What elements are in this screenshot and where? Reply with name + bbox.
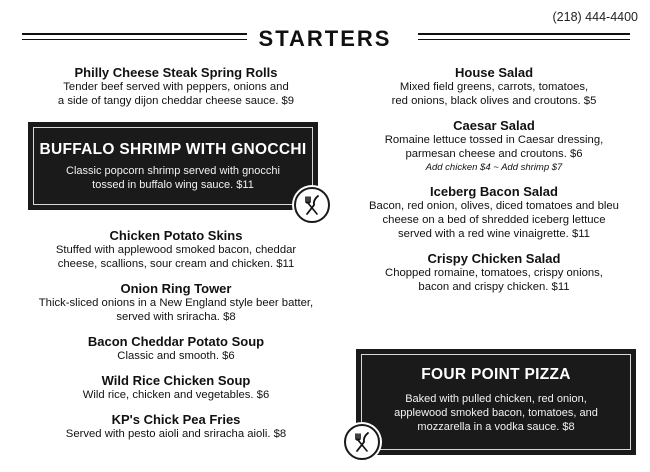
item-name: Iceberg Bacon Salad bbox=[430, 184, 558, 199]
menu-item bbox=[344, 118, 644, 174]
item-desc: Bacon, red onion, olives, diced tomatoes and bleu bbox=[369, 200, 619, 212]
feature-desc: Baked with pulled chicken, red onion, bbox=[405, 393, 587, 405]
menu-item bbox=[344, 184, 644, 241]
menu-item bbox=[26, 373, 326, 402]
item-name: Crispy Chicken Salad bbox=[427, 251, 561, 266]
item-desc: Tender beef served with peppers, onions and bbox=[63, 81, 289, 93]
item-name: House Salad bbox=[454, 65, 534, 80]
left-column-top bbox=[26, 65, 326, 118]
item-name: Bacon Cheddar Potato Soup bbox=[87, 334, 265, 349]
feature-desc: mozzarella in a vodka sauce. $8 bbox=[417, 421, 575, 433]
item-desc: cheese on a bed of shredded iceberg lettuce bbox=[382, 214, 606, 226]
section-title: STARTERS bbox=[258, 26, 392, 51]
item-name: Caesar Salad bbox=[453, 118, 535, 133]
fork-knife-icon bbox=[344, 424, 380, 460]
item-name: Chicken Potato Skins bbox=[109, 228, 243, 243]
left-column-bottom bbox=[26, 228, 326, 451]
menu-item bbox=[344, 251, 644, 294]
item-desc: Romaine lettuce tossed in Caesar dressing, bbox=[384, 134, 604, 146]
feature-four-point-pizza bbox=[356, 349, 636, 455]
fork-knife-icon bbox=[294, 187, 330, 223]
menu-item bbox=[26, 65, 326, 108]
phone-number: (218) 444-4400 bbox=[552, 10, 638, 24]
item-name: Philly Cheese Steak Spring Rolls bbox=[74, 65, 278, 80]
item-name: Wild Rice Chicken Soup bbox=[101, 373, 251, 388]
feature-buffalo-shrimp bbox=[28, 122, 318, 210]
menu-item bbox=[26, 228, 326, 271]
item-desc: Thick-sliced onions in a New England style beer batter, bbox=[38, 297, 314, 309]
menu-item bbox=[26, 281, 326, 324]
item-desc: served with sriracha. $8 bbox=[116, 311, 236, 323]
menu-item bbox=[344, 65, 644, 108]
item-desc: bacon and crispy chicken. $11 bbox=[418, 281, 570, 293]
menu-item bbox=[26, 334, 326, 363]
item-note: Add chicken $4 ~ Add shrimp $7 bbox=[425, 162, 563, 173]
item-desc: red onions, black olives and croutons. $5 bbox=[391, 95, 597, 107]
item-desc: Wild rice, chicken and vegetables. $6 bbox=[82, 389, 270, 401]
item-desc: Mixed field greens, carrots, tomatoes, bbox=[399, 81, 589, 93]
feature-desc: Classic popcorn shrimp served with gnocchi bbox=[66, 165, 280, 177]
feature-name: FOUR POINT PIZZA bbox=[421, 366, 571, 383]
feature-name: BUFFALO SHRIMP WITH GNOCCHI bbox=[39, 141, 307, 158]
item-desc: parmesan cheese and croutons. $6 bbox=[405, 148, 583, 160]
item-name: KP's Chick Pea Fries bbox=[111, 412, 241, 427]
item-desc: served with a red wine vinaigrette. $11 bbox=[398, 228, 590, 240]
item-desc: Chopped romaine, tomatoes, crispy onions, bbox=[385, 267, 603, 279]
right-column bbox=[344, 65, 644, 304]
feature-desc: tossed in buffalo wing sauce. $11 bbox=[92, 179, 254, 191]
feature-desc: applewood smoked bacon, tomatoes, and bbox=[394, 407, 598, 419]
feature-inner-border bbox=[361, 354, 631, 450]
item-desc: cheese, scallions, sour cream and chicken. $11 bbox=[57, 258, 295, 270]
item-desc: Served with pesto aioli and sriracha aioli. $8 bbox=[65, 428, 287, 440]
item-name: Onion Ring Tower bbox=[120, 281, 232, 296]
item-desc: a side of tangy dijon cheddar cheese sauce. $9 bbox=[57, 95, 295, 107]
item-desc: Classic and smooth. $6 bbox=[117, 350, 235, 362]
menu-item bbox=[26, 412, 326, 441]
item-desc: Stuffed with applewood smoked bacon, cheddar bbox=[55, 244, 297, 256]
feature-inner-border bbox=[33, 127, 313, 205]
